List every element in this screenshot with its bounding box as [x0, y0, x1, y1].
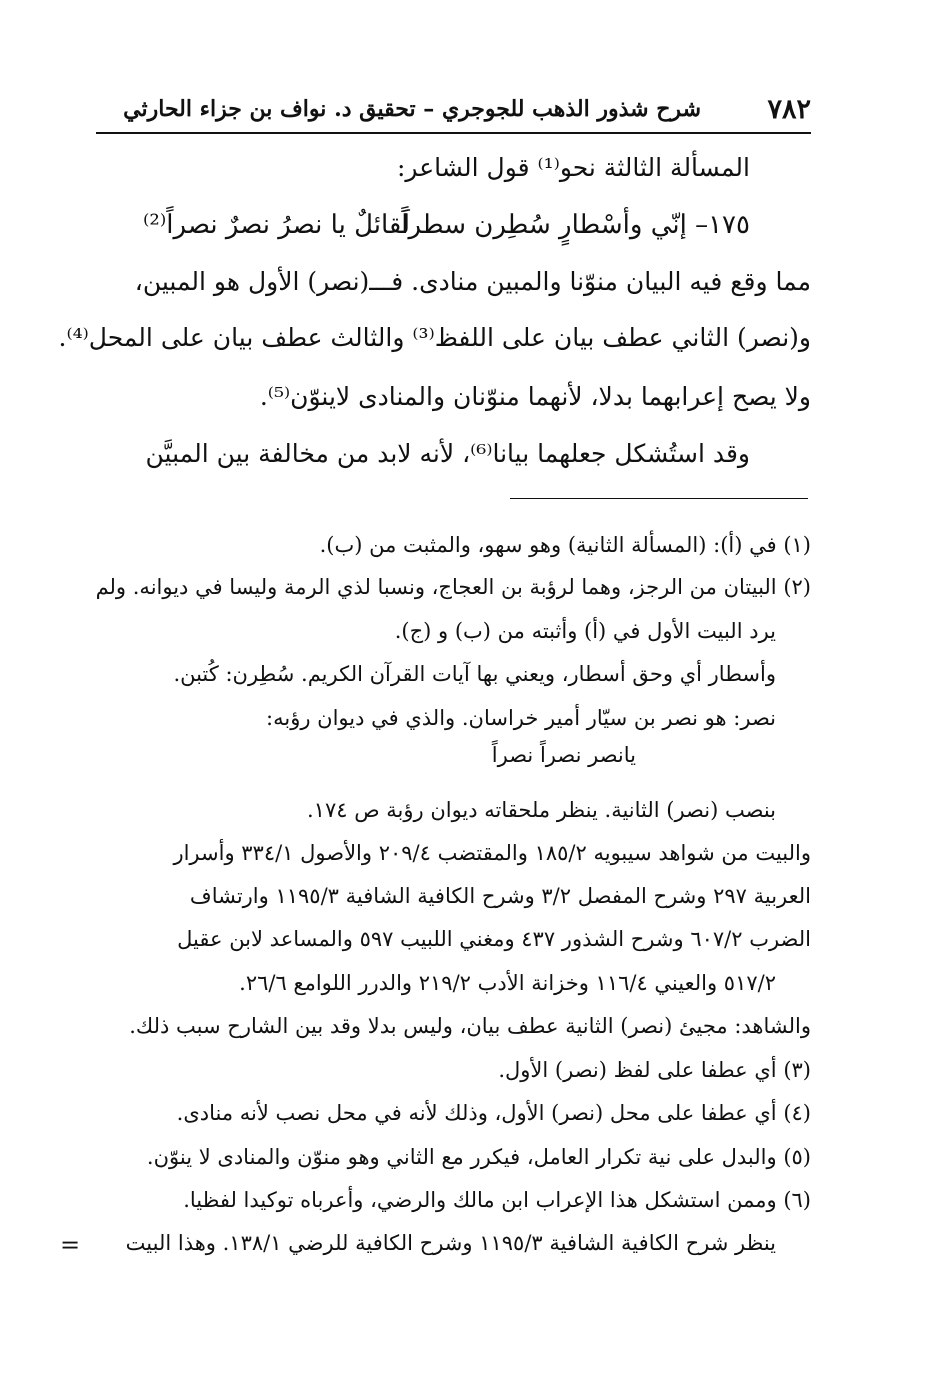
- footnote-6-line: ينظر شرح الكافية الشافية ١١٩٥/٣ وشرح الكافية للرضي ١٣٨/١. وهذا البيت: [125, 1231, 776, 1255]
- page-header: [96, 92, 811, 134]
- footnote-2-line: الضرب ٦٠٧/٢ وشرح الشذور ٤٣٧ ومغني اللبيب ٥٩٧ والمساعد لابن عقيل: [177, 927, 811, 951]
- footnote-2-line: ٥١٧/٢ والعيني ١١٦/٤ وخزانة الأدب ٢١٩/٢ والدرر اللوامع ٢٦/٦.: [239, 971, 776, 995]
- footnote-2-line: وأسطار أي وحق أسطار، ويعني بها آيات القرآن الكريم. سُطِرن: كُتبن.: [173, 662, 776, 686]
- body-line-4: ولا يصح إعرابهما بدلا، لأنهما منوّنان والمنادى لاينوّن⁽⁵⁾.: [259, 382, 811, 411]
- body-line-1: المسألة الثالثة نحو⁽¹⁾ قول الشاعر:: [396, 153, 750, 182]
- footnote-4: (٤) أي عطفا على محل (نصر) الأول، وذلك لأنه في محل نصب لأنه منادى.: [176, 1101, 811, 1125]
- continuation-mark: =: [60, 1231, 81, 1259]
- verse-hemistich-second: لَقائلٌ يا نصرُ نصرٌ نصراً⁽²⁾: [143, 210, 410, 240]
- body-line-2: مما وقع فيه البيان منوّنا والمبين منادى. فـــ(نصر) الأول هو المبين،: [134, 267, 811, 296]
- footnote-6: (٦) وممن استشكل هذا الإعراب ابن مالك والرضي، وأعرباه توكيدا لفظيا.: [183, 1188, 811, 1212]
- footnote-2-line: والشاهد: مجيئ (نصر) الثانية عطف بيان، وليس بدلا وقد بين الشارح سبب ذلك.: [129, 1014, 811, 1038]
- footnote-2-line: يرد البيت الأول في (أ) وأثبته من (ب) و (ج).: [394, 619, 776, 643]
- body-line-5: وقد استُشكل جعلهما بيانا⁽⁶⁾، لأنه لابد من مخالفة بين المبيَّن: [145, 439, 750, 468]
- page-number: ٧٨٢: [767, 94, 811, 125]
- footnote-2-line: العربية ٢٩٧ وشرح المفصل ٣/٢ وشرح الكافية الشافية ١١٩٥/٣ وارتشاف: [189, 884, 811, 908]
- footnote-2-verse: يانصر نصراً نصراً: [491, 743, 636, 767]
- footnote-2: (٢) البيتان من الرجز، وهما لرؤبة بن العجاج، ونسبا لذي الرمة وليسا في ديوانه. ولم: [95, 575, 811, 599]
- footnote-1: (١) في (أ): (المسألة الثانية) وهو سهو، والمثبت من (ب).: [319, 533, 811, 557]
- running-title: شرح شذور الذهب للجوجري – تحقيق د. نواف بن جزاء الحارثي: [123, 96, 701, 122]
- footnote-2-line: نصر: هو نصر بن سيّار أمير خراسان. والذي في ديوان رؤبه:: [266, 706, 776, 730]
- footnote-3: (٣) أي عطفا على لفظ (نصر) الأول.: [498, 1058, 811, 1082]
- body-line-3: و(نصر) الثاني عطف بيان على اللفظ⁽³⁾ والثالث عطف بيان على المحل⁽⁴⁾.: [58, 323, 811, 352]
- footnote-separator: [510, 498, 808, 499]
- verse-hemistich-first: ١٧٥– إنّي وأسْطارٍ سُطِرن سطراً: [401, 210, 750, 240]
- footnote-2-line: بنصب (نصر) الثانية. ينظر ملحقاته ديوان رؤبة ص ١٧٤.: [306, 798, 776, 822]
- footnote-5: (٥) والبدل على نية تكرار العامل، فيكرر مع الثاني وهو منوّن والمنادى لا ينوّن.: [146, 1145, 811, 1169]
- footnote-2-line: والبيت من شواهد سيبويه ١٨٥/٢ والمقتضب ٢٠٩/٤ والأصول ٣٣٤/١ وأسرار: [173, 841, 811, 865]
